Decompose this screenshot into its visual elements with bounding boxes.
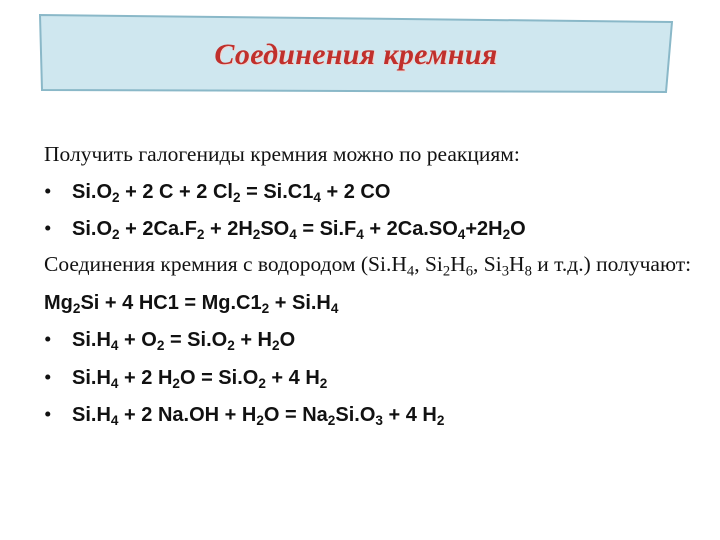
formula-text: + H [234,329,273,351]
formula-text: = Si.C1 [240,180,314,203]
reaction-silane-1 [44,321,704,359]
formula-text: + 4 H [265,366,320,389]
subscript: 4 [356,227,364,243]
bullet-marker: • [44,327,52,351]
formula-text: Si.H [72,404,111,426]
reaction-formula [72,329,296,354]
formula-text: , Si [473,251,502,276]
reaction-halide-1 [44,173,704,211]
reaction-formula [44,292,338,314]
subscript: 4 [330,300,339,316]
formula-text: , Si [414,251,443,276]
formula-text: = Si.O [164,329,228,351]
formula-text: + O [118,329,157,351]
formula-text: + 2 C + 2 Cl [119,180,233,203]
subscript: 2 [327,413,336,429]
subscript: 2 [252,227,261,243]
hydrides-intro [44,248,704,280]
subscript: 2 [502,227,511,243]
formula-text: = Si.F [296,218,357,240]
formula-text: Mg [44,291,73,314]
formula-text: O = Si.O [179,366,259,389]
formula-text: O [279,329,296,351]
subscript: 2 [156,338,165,354]
intro-text: Получить галогениды кремния можно по реакциям: [44,142,520,166]
subscript: 3 [375,413,383,429]
formula-text: + 2Ca.F [119,218,197,240]
formula-text: + 2 H [118,366,173,389]
subscript: 2 [258,375,266,391]
formula-text: + 2Ca.SO [363,218,458,240]
subscript: 2 [227,338,235,354]
formula-text: Соединения кремния с водородом (Si.H [44,251,407,276]
subscript: 2 [196,227,205,243]
subscript: 2 [436,413,445,429]
formula-text: O = Na [263,404,328,426]
slide-body [44,136,704,434]
subscript: 4 [313,189,321,205]
subscript: 4 [289,227,297,243]
reaction-formula [72,404,445,429]
reaction-formula [72,181,390,203]
formula-text: Si + 4 HC1 = Mg.C1 [80,291,262,314]
subscript: 2 [261,300,270,316]
subscript: 3 [501,262,510,279]
reaction-halide-2 [44,210,704,248]
subscript: 2 [319,375,328,391]
subscript: 2 [272,338,280,354]
subscript: 4 [406,262,415,279]
formula-text: + 4 H [382,404,437,426]
subscript: 2 [256,413,264,429]
reaction-formula [72,218,526,243]
subscript: 4 [457,227,466,243]
bullet-marker: • [44,216,52,240]
subscript: 4 [110,413,119,429]
formula-text: и т.д.) получают: [531,251,692,276]
reaction-silane-2 [44,359,704,397]
formula-text: Si.O [72,180,113,203]
subscript: 8 [524,262,532,279]
bullet-marker: • [44,178,52,203]
formula-text: H [509,251,525,276]
subscript: 2 [442,262,451,279]
synthesis-reaction [44,284,704,322]
formula-text: H [450,251,466,276]
subscript: 2 [232,189,241,205]
reaction-silane-3 [44,396,704,434]
formula-text: Si.H [72,329,111,351]
slide-title: Соединения кремния [214,38,498,71]
formula-text: +2H [465,218,503,240]
subscript: 6 [465,262,474,279]
formula-text: + 2H [204,218,253,240]
subscript: 4 [110,375,119,391]
subscript: 2 [112,189,120,205]
subscript: 2 [72,300,81,316]
bullet-marker: • [44,402,52,426]
bullet-marker: • [44,364,52,389]
formula-text: Si.O [72,218,113,240]
formula-text: O [510,218,526,240]
reaction-formula [72,367,327,389]
formula-text: SO [260,218,290,240]
subscript: 4 [110,338,119,354]
formula-text: Si.H [72,366,111,389]
formula-text: + 2 CO [320,180,391,203]
formula-text: + 2 Na.OH + H [118,404,257,426]
formula-text: + Si.H [269,291,331,314]
subscript: 2 [172,375,180,391]
formula-text: Si.O [335,404,376,426]
subscript: 2 [112,227,120,243]
title-banner [38,14,674,96]
